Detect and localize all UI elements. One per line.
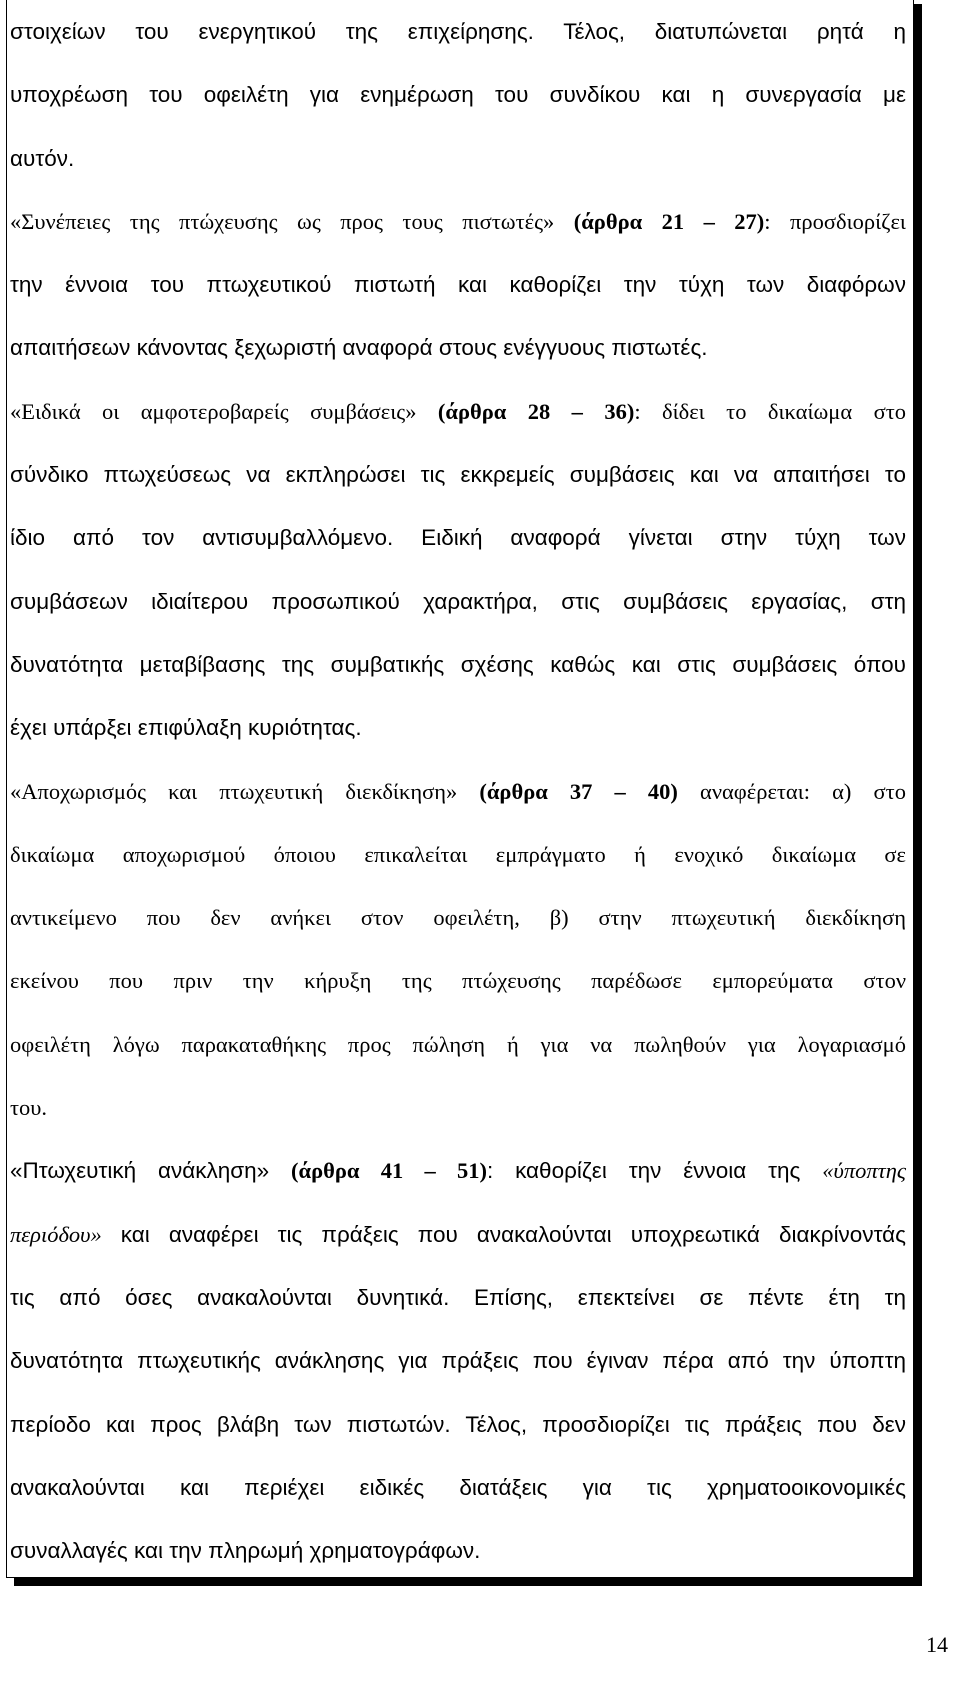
text-segment: συμβάσεων ιδιαίτερου προσωπικού χαρακτήρα, στις συμβάσεις εργασίας, στη [10, 588, 906, 614]
text-segment: δυνατότητα πτωχευτικής ανάκλησης για πράξεις που έγιναν πέρα από την ύποπτη [10, 1348, 906, 1374]
text-segment: : προσδιορίζει [764, 208, 906, 234]
text-segment: (άρθρα 28 – 36) [437, 398, 635, 424]
text-segment: αναφέρεται: α) στο [677, 778, 906, 804]
text-line [10, 63, 906, 126]
text-line [10, 949, 906, 1012]
text-segment: υποχρέωση του οφειλέτη για ενημέρωση του συνδίκου και η συνεργασία με [10, 82, 906, 108]
text-segment: τις από όσες ανακαλούνται δυνητικά. Επίσης, επεκτείνει σε πέντε έτη τη [10, 1284, 906, 1310]
text-line [10, 1456, 906, 1519]
text-segment: εκείνου που πριν την κήρυξη της πτώχευσης παρέδωσε εμπορεύματα στον [10, 968, 906, 994]
text-segment: περίοδο και προς βλάβη των πιστωτών. Τέλος, προσδιορίζει τις πράξεις που δεν [10, 1411, 906, 1437]
text-line [10, 1203, 906, 1266]
text-line [10, 1519, 906, 1582]
text-segment: «Πτωχευτική ανάκληση» [10, 1158, 292, 1184]
page-number: 14 [926, 1632, 948, 1657]
text-line [10, 253, 906, 316]
text-line [10, 0, 906, 63]
text-line [10, 823, 906, 886]
text-segment: (άρθρα 41 – 51) [291, 1158, 487, 1184]
text-segment: (άρθρα 21 – 27) [573, 208, 765, 234]
text-segment: «Αποχωρισμός και πτωχευτική διεκδίκηση» [10, 778, 480, 804]
text-segment: : δίδει το δικαίωμα στο [634, 398, 906, 424]
text-line [10, 696, 906, 759]
text-segment: και αναφέρει τις πράξεις που ανακαλούνται υποχρεωτικά διακρίνοντάς [101, 1221, 906, 1247]
text-segment: απαιτήσεων κάνοντας ξεχωριστή αναφορά στους ενέγγυους πιστωτές. [10, 335, 708, 361]
text-line [10, 633, 906, 696]
text-line [10, 190, 906, 253]
text-line [10, 1393, 906, 1456]
text-segment: την έννοια του πτωχευτικού πιστωτή και καθορίζει την τύχη των διαφόρων [10, 272, 906, 298]
text-line [10, 1266, 906, 1329]
text-segment: δυνατότητα μεταβίβασης της συμβατικής σχέσης καθώς και στις συμβάσεις όπου [10, 651, 906, 677]
text-segment: ίδιο από τον αντισυμβαλλόμενο. Ειδική αναφορά γίνεται στην τύχη των [10, 525, 906, 551]
text-line [10, 316, 906, 379]
text-line [10, 760, 906, 823]
text-line [10, 1329, 906, 1392]
text-line [10, 506, 906, 569]
text-segment: «Ειδικά οι αμφοτεροβαρείς συμβάσεις» [10, 398, 438, 424]
text-line [10, 1076, 906, 1139]
text-segment: συναλλαγές και την πληρωμή χρηματογράφων. [10, 1538, 481, 1564]
text-segment: αντικείμενο που δεν ανήκει στον οφειλέτη, β) στην πτωχευτική διεκδίκηση [10, 905, 906, 931]
text-segment: αυτόν. [10, 145, 75, 171]
text-segment: στοιχείων του ενεργητικού της επιχείρησης. Τέλος, διατυπώνεται ρητά η [10, 19, 906, 44]
text-segment: ανακαλούνται και περιέχει ειδικές διατάξεις για τις χρηματοοικονομικές [10, 1474, 906, 1500]
text-segment: (άρθρα 37 – 40) [479, 778, 678, 804]
text-line [10, 443, 906, 506]
text-segment: «Συνέπειες της πτώχευσης ως προς τους πιστωτές» [10, 208, 574, 234]
text-segment: έχει υπάρξει επιφύλαξη κυριότητας. [10, 715, 362, 741]
text-segment: περιόδου» [10, 1221, 102, 1247]
text-segment: δικαίωμα αποχωρισμού όποιου επικαλείται εμπράγματο ή ενοχικό δικαίωμα σε [10, 841, 906, 867]
text-line [10, 380, 906, 443]
text-line [10, 127, 906, 190]
text-segment: : καθορίζει την έννοια της [486, 1158, 823, 1184]
text-segment: του. [10, 1095, 48, 1121]
text-line [10, 1013, 906, 1076]
text-line [10, 886, 906, 949]
text-line [10, 1139, 906, 1202]
text-line [10, 570, 906, 633]
document-body [10, 0, 906, 1582]
text-segment: οφειλέτη λόγω παρακαταθήκης προς πώληση ή για να πωληθούν για λογαριασμό [10, 1031, 906, 1057]
text-segment: «ύποπτης [822, 1158, 906, 1184]
text-segment: σύνδικο πτωχεύσεως να εκπληρώσει τις εκκρεμείς συμβάσεις και να απαιτήσει το [10, 462, 906, 488]
